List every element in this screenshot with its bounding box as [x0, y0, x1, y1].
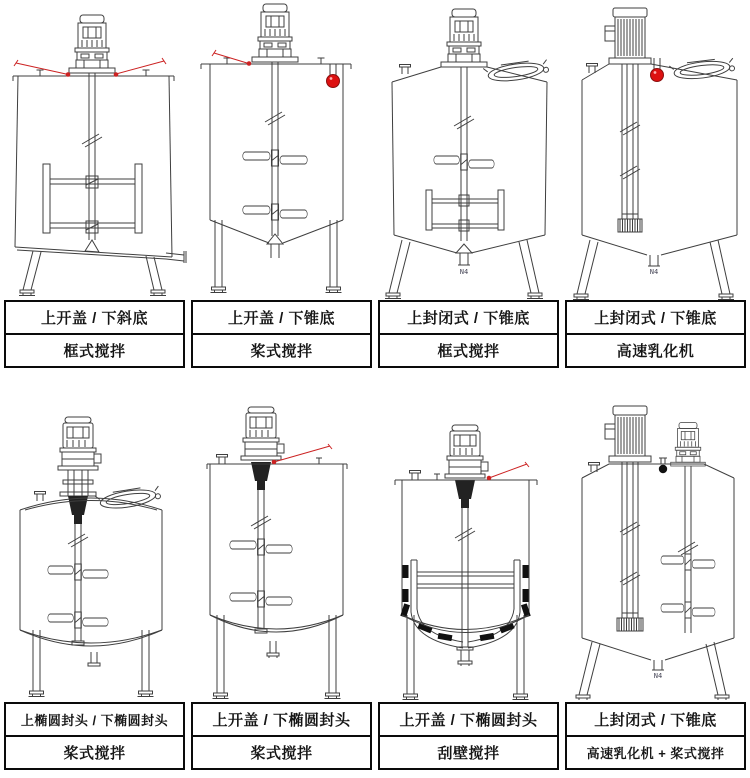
scraper-agitator: [400, 560, 530, 648]
spec-label-box-5: [4, 702, 185, 770]
tank-diagram-5: [0, 400, 187, 700]
bottom-outlet: [267, 641, 279, 658]
paddle-agitator: [661, 554, 715, 618]
top-nozzle: [400, 65, 411, 75]
spec-label-agitator-type: 高速乳化机: [567, 333, 744, 366]
emulsifier-shaft-tube: [620, 64, 640, 219]
mixer-motor: [671, 423, 706, 467]
spec-label-agitator-type: 高速乳化机 + 桨式搅拌: [567, 735, 744, 768]
spec-label-head-type: 上开盖 / 下椭圆封头: [399, 712, 538, 729]
spec-label-head-type: 上封闭式 / 下锥底: [594, 310, 717, 327]
outlet-label: N4: [459, 268, 469, 276]
spec-label-agitator-type: 桨式搅拌: [193, 333, 370, 366]
tank-diagram-8: [562, 400, 750, 700]
spec-label-box-3: [378, 300, 559, 368]
hinged-lid-lines: [212, 50, 251, 66]
emulsifier-shaft-tube: [620, 462, 640, 618]
top-nozzle: [217, 455, 228, 465]
top-nozzle: [589, 463, 600, 473]
emulsifier-head: [617, 613, 643, 631]
paddle-agitator: [48, 564, 108, 628]
frame-agitator: [43, 164, 142, 233]
mixer-motor: [58, 417, 101, 470]
spec-label-head-type: 上封闭式 / 下锥底: [407, 310, 530, 327]
spec-label-box-1: [4, 300, 185, 368]
bottom-outlet: [88, 652, 100, 666]
spec-label-head-type: 上开盖 / 下斜底: [40, 310, 148, 327]
hinged-lid-lines: [14, 58, 166, 77]
paddle-agitator: [230, 539, 292, 607]
frame-agitator: [426, 190, 504, 231]
bottom-outlet-n4: [648, 255, 660, 266]
spec-label-agitator-type: 框式搅拌: [6, 333, 183, 366]
spec-label-box-6: [191, 702, 372, 770]
emulsifier-motor: [605, 8, 651, 64]
hinged-lid-lines: [487, 462, 529, 480]
paddle-agitator: [434, 154, 494, 170]
spec-label-head-type: 上封闭式 / 下锥底: [594, 712, 717, 729]
tank-diagram-3: [370, 0, 560, 300]
tank-diagram-2: [187, 0, 370, 300]
spec-label-agitator-type: 桨式搅拌: [193, 735, 370, 768]
spec-label-box-4: [565, 300, 746, 368]
tank-diagram-1: [0, 0, 187, 300]
top-nozzle: [410, 471, 421, 481]
spec-label-agitator-type: 框式搅拌: [380, 333, 557, 366]
bottom-outlet: [271, 244, 279, 258]
mixer-motor: [69, 15, 115, 73]
seal-lantern: [60, 470, 96, 524]
top-nozzle: [35, 492, 46, 502]
mixer-motor: [445, 425, 488, 508]
mixer-motor: [252, 4, 298, 62]
outlet-label: N4: [649, 268, 659, 276]
tank-diagram-4: [560, 0, 750, 300]
red-ball-valve: [651, 58, 664, 82]
bottom-outlet: [457, 647, 473, 666]
spec-label-box-2: [191, 300, 372, 368]
spec-label-box-7: [378, 702, 559, 770]
spec-label-agitator-type: 桨式搅拌: [6, 735, 183, 768]
bottom-outlet-n4: [458, 253, 470, 265]
bottom-outlet-n4: [652, 660, 664, 670]
red-ball-valve: [327, 64, 340, 88]
spec-label-box-8: [565, 702, 746, 770]
mixer-motor: [441, 9, 487, 67]
mixer-motor: [241, 407, 284, 490]
sample-valve: [659, 458, 667, 473]
hinged-lid-lines: [272, 444, 332, 464]
tank-diagram-7: [377, 400, 562, 700]
spec-label-agitator-type: 刮壁搅拌: [380, 735, 557, 768]
paddle-agitator: [243, 150, 307, 220]
emulsifier-motor: [605, 406, 651, 462]
spec-label-head-type: 上开盖 / 下锥底: [227, 310, 335, 327]
emulsifier-head: [618, 214, 642, 232]
tank-diagram-6: [187, 400, 377, 700]
spec-label-head-type: 上椭圆封头 / 下椭圆封头: [20, 713, 169, 728]
spec-label-head-type: 上开盖 / 下椭圆封头: [212, 712, 351, 729]
outlet-label: N4: [653, 672, 663, 680]
